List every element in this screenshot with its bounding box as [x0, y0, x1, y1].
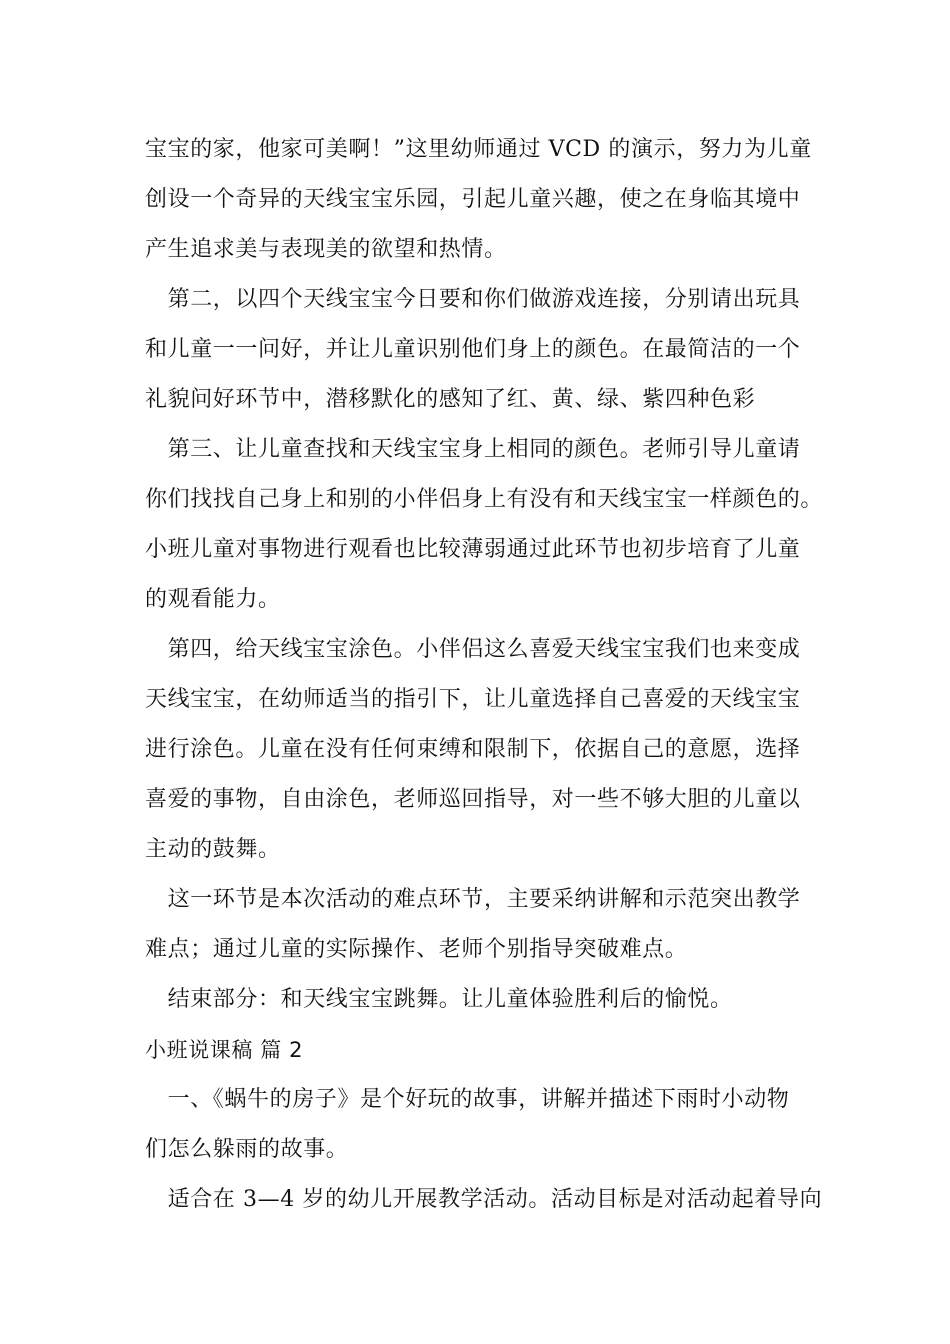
text-line: 一、《蜗牛的房子》是个好玩的故事，讲解并描述下雨时小动物	[145, 1087, 790, 1112]
text-line: 这一环节是本次活动的难点环节，主要采纳讲解和示范突出教学	[145, 887, 801, 912]
text-line: 第二，以四个天线宝宝今日要和你们做游戏连接，分别请出玩具	[145, 287, 801, 312]
text-line: 产生追求美与表现美的欲望和热情。	[145, 237, 507, 262]
text-line: 和儿童一一问好，并让儿童识别他们身上的颜色。在最简洁的一个	[145, 337, 801, 362]
text-line: 难点；通过儿童的实际操作、老师个别指导突破难点。	[145, 937, 688, 962]
text-line: 创设一个奇异的天线宝宝乐园，引起儿童兴趣，使之在身临其境中	[145, 187, 801, 212]
text-line: 小班儿童对事物进行观看也比较薄弱通过此环节也初步培育了儿童	[145, 537, 801, 562]
text-line: 第三、让儿童查找和天线宝宝身上相同的颜色。老师引导儿童请	[145, 437, 801, 462]
text-line: 喜爱的事物，自由涂色，老师巡回指导，对一些不够大胆的儿童以	[145, 787, 801, 812]
text-line: 第四，给天线宝宝涂色。小伴侣这么喜爱天线宝宝我们也来变成	[145, 637, 801, 662]
text-line: 礼貌问好环节中，潜移默化的感知了红、黄、绿、紫四种色彩	[145, 387, 756, 412]
text-line: 主动的鼓舞。	[145, 837, 281, 862]
text-line: 们怎么躲雨的故事。	[145, 1137, 349, 1162]
text-line: 适合在 3—4 岁的幼儿开展教学活动。活动目标是对活动起着导向	[145, 1187, 823, 1212]
text-line: 宝宝的家，他家可美啊！”这里幼师通过 VCD 的演示，努力为儿童	[145, 137, 812, 162]
text-line: 天线宝宝，在幼师适当的指引下，让儿童选择自己喜爱的天线宝宝	[145, 687, 801, 712]
text-line: 的观看能力。	[145, 587, 281, 612]
text-line: 结束部分：和天线宝宝跳舞。让儿童体验胜利后的愉悦。	[145, 987, 733, 1012]
text-line: 你们找找自己身上和别的小伴侣身上有没有和天线宝宝一样颜色的。	[145, 487, 824, 512]
text-line: 进行涂色。儿童在没有任何束缚和限制下，依据自己的意愿，选择	[145, 737, 801, 762]
section-heading: 小班说课稿 篇 2	[145, 1038, 304, 1062]
